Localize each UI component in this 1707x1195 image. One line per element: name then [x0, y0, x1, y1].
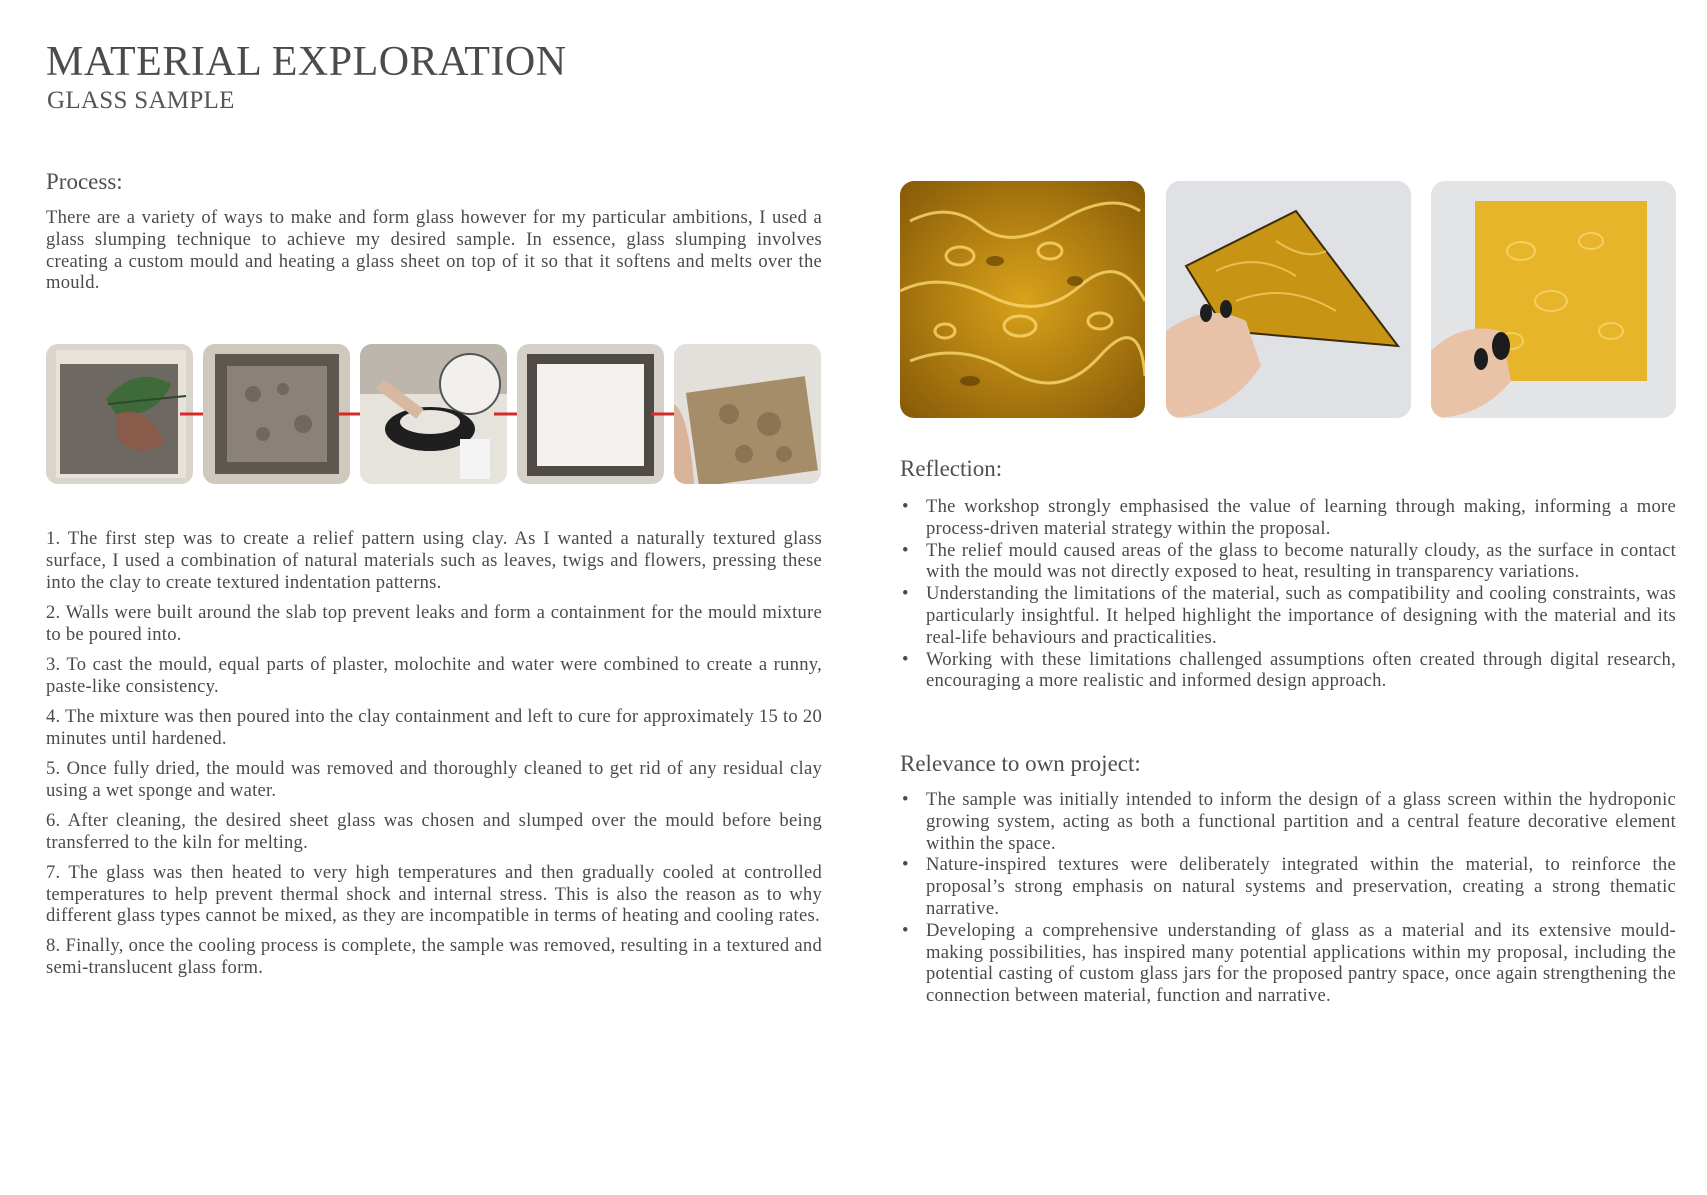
list-item: • The workshop strongly emphasised the value of learning through making, informing a more process-driven material strategy within the proposal.: [900, 496, 1676, 540]
list-item: • Developing a comprehensive understanding of glass as a material and its extensive mould-making possibilities, has inspired many potential applications within my proposal, including the potential casting of custom glass jars for the proposed pantry space, once again strengthening the connection between material, function and narrative.: [900, 920, 1676, 1007]
mixing-plaster-icon: [360, 344, 507, 484]
plaster-mould-icon: [517, 344, 664, 484]
hand-holding-glass-angle-icon: [1166, 181, 1411, 418]
step-item: 1. The first step was to create a relief pattern using clay. As I wanted a naturally textured glass surface, I used a combination of natural materials such as leaves, twigs and flowers, pressing these into the clay to create textured indentation patterns.: [46, 528, 822, 593]
step-item: 2. Walls were built around the slab top prevent leaks and form a containment for the mould mixture to be poured into.: [46, 601, 822, 645]
step-item: 4. The mixture was then poured into the clay containment and left to cure for approximately 15 to 20 minutes until hardened.: [46, 705, 822, 749]
list-item: • Working with these limitations challenged assumptions often created through digital research, encouraging a more realistic and informed design approach.: [900, 649, 1676, 693]
step-item: 5. Once fully dried, the mould was removed and thoroughly cleaned to get rid of any residual clay using a wet sponge and water.: [46, 757, 822, 801]
process-heading: Process:: [46, 169, 123, 194]
reflection-list: [900, 496, 1676, 692]
process-intro: There are a variety of ways to make and form glass however for my particular ambitions, I used a glass slumping technique to achieve my desired sample. In essence, glass slumping involves creating a custom mould and heating a glass sheet on top of it so that it softens and melts over the mould.: [46, 207, 822, 294]
step-item: 7. The glass was then heated to very high temperatures and then gradually cooled at controlled temperatures to help prevent thermal shock and internal stress. This is also the reason as to why different glass types cannot be mixed, as they are incompatible in terms of heating and cooling rates.: [46, 861, 822, 927]
textured-mould-icon: [674, 344, 821, 484]
list-item: • Understanding the limitations of the material, such as compatibility and cooling constraints, was particularly insightful. It helped highlight the importance of designing with the material and its real-life behaviours and practicalities.: [900, 583, 1676, 648]
list-item: • The relief mould caused areas of the glass to become naturally cloudy, as the surface in contact with the mould was not directly exposed to heat, resulting in transparency variations.: [900, 540, 1676, 584]
page-subtitle: GLASS SAMPLE: [47, 87, 235, 114]
relevance-list: [900, 789, 1676, 1007]
leaf-on-clay-icon: [46, 344, 193, 484]
page-title: MATERIAL EXPLORATION: [46, 39, 567, 85]
clay-walls-icon: [203, 344, 350, 484]
amber-glass-texture-icon: [900, 181, 1145, 418]
step-item: 3. To cast the mould, equal parts of plaster, molochite and water were combined to create a runny, paste-like consistency.: [46, 653, 822, 697]
reflection-heading: Reflection:: [900, 456, 1003, 481]
list-item: • The sample was initially intended to inform the design of a glass screen within the hydroponic growing system, acting as both a functional partition and a central feature decorative element within the space.: [900, 789, 1676, 854]
step-item: 8. Finally, once the cooling process is complete, the sample was removed, resulting in a textured and semi-translucent glass form.: [46, 935, 822, 979]
list-item: • Nature-inspired textures were deliberately integrated within the material, to reinforce the proposal’s strong emphasis on natural systems and preservation, creating a strong thematic narrative.: [900, 854, 1676, 919]
step-item: 6. After cleaning, the desired sheet glass was chosen and slumped over the mould before being transferred to the kiln for melting.: [46, 809, 822, 853]
process-steps: [46, 528, 822, 987]
hand-holding-glass-flat-icon: [1431, 181, 1676, 418]
relevance-heading: Relevance to own project:: [900, 751, 1141, 776]
